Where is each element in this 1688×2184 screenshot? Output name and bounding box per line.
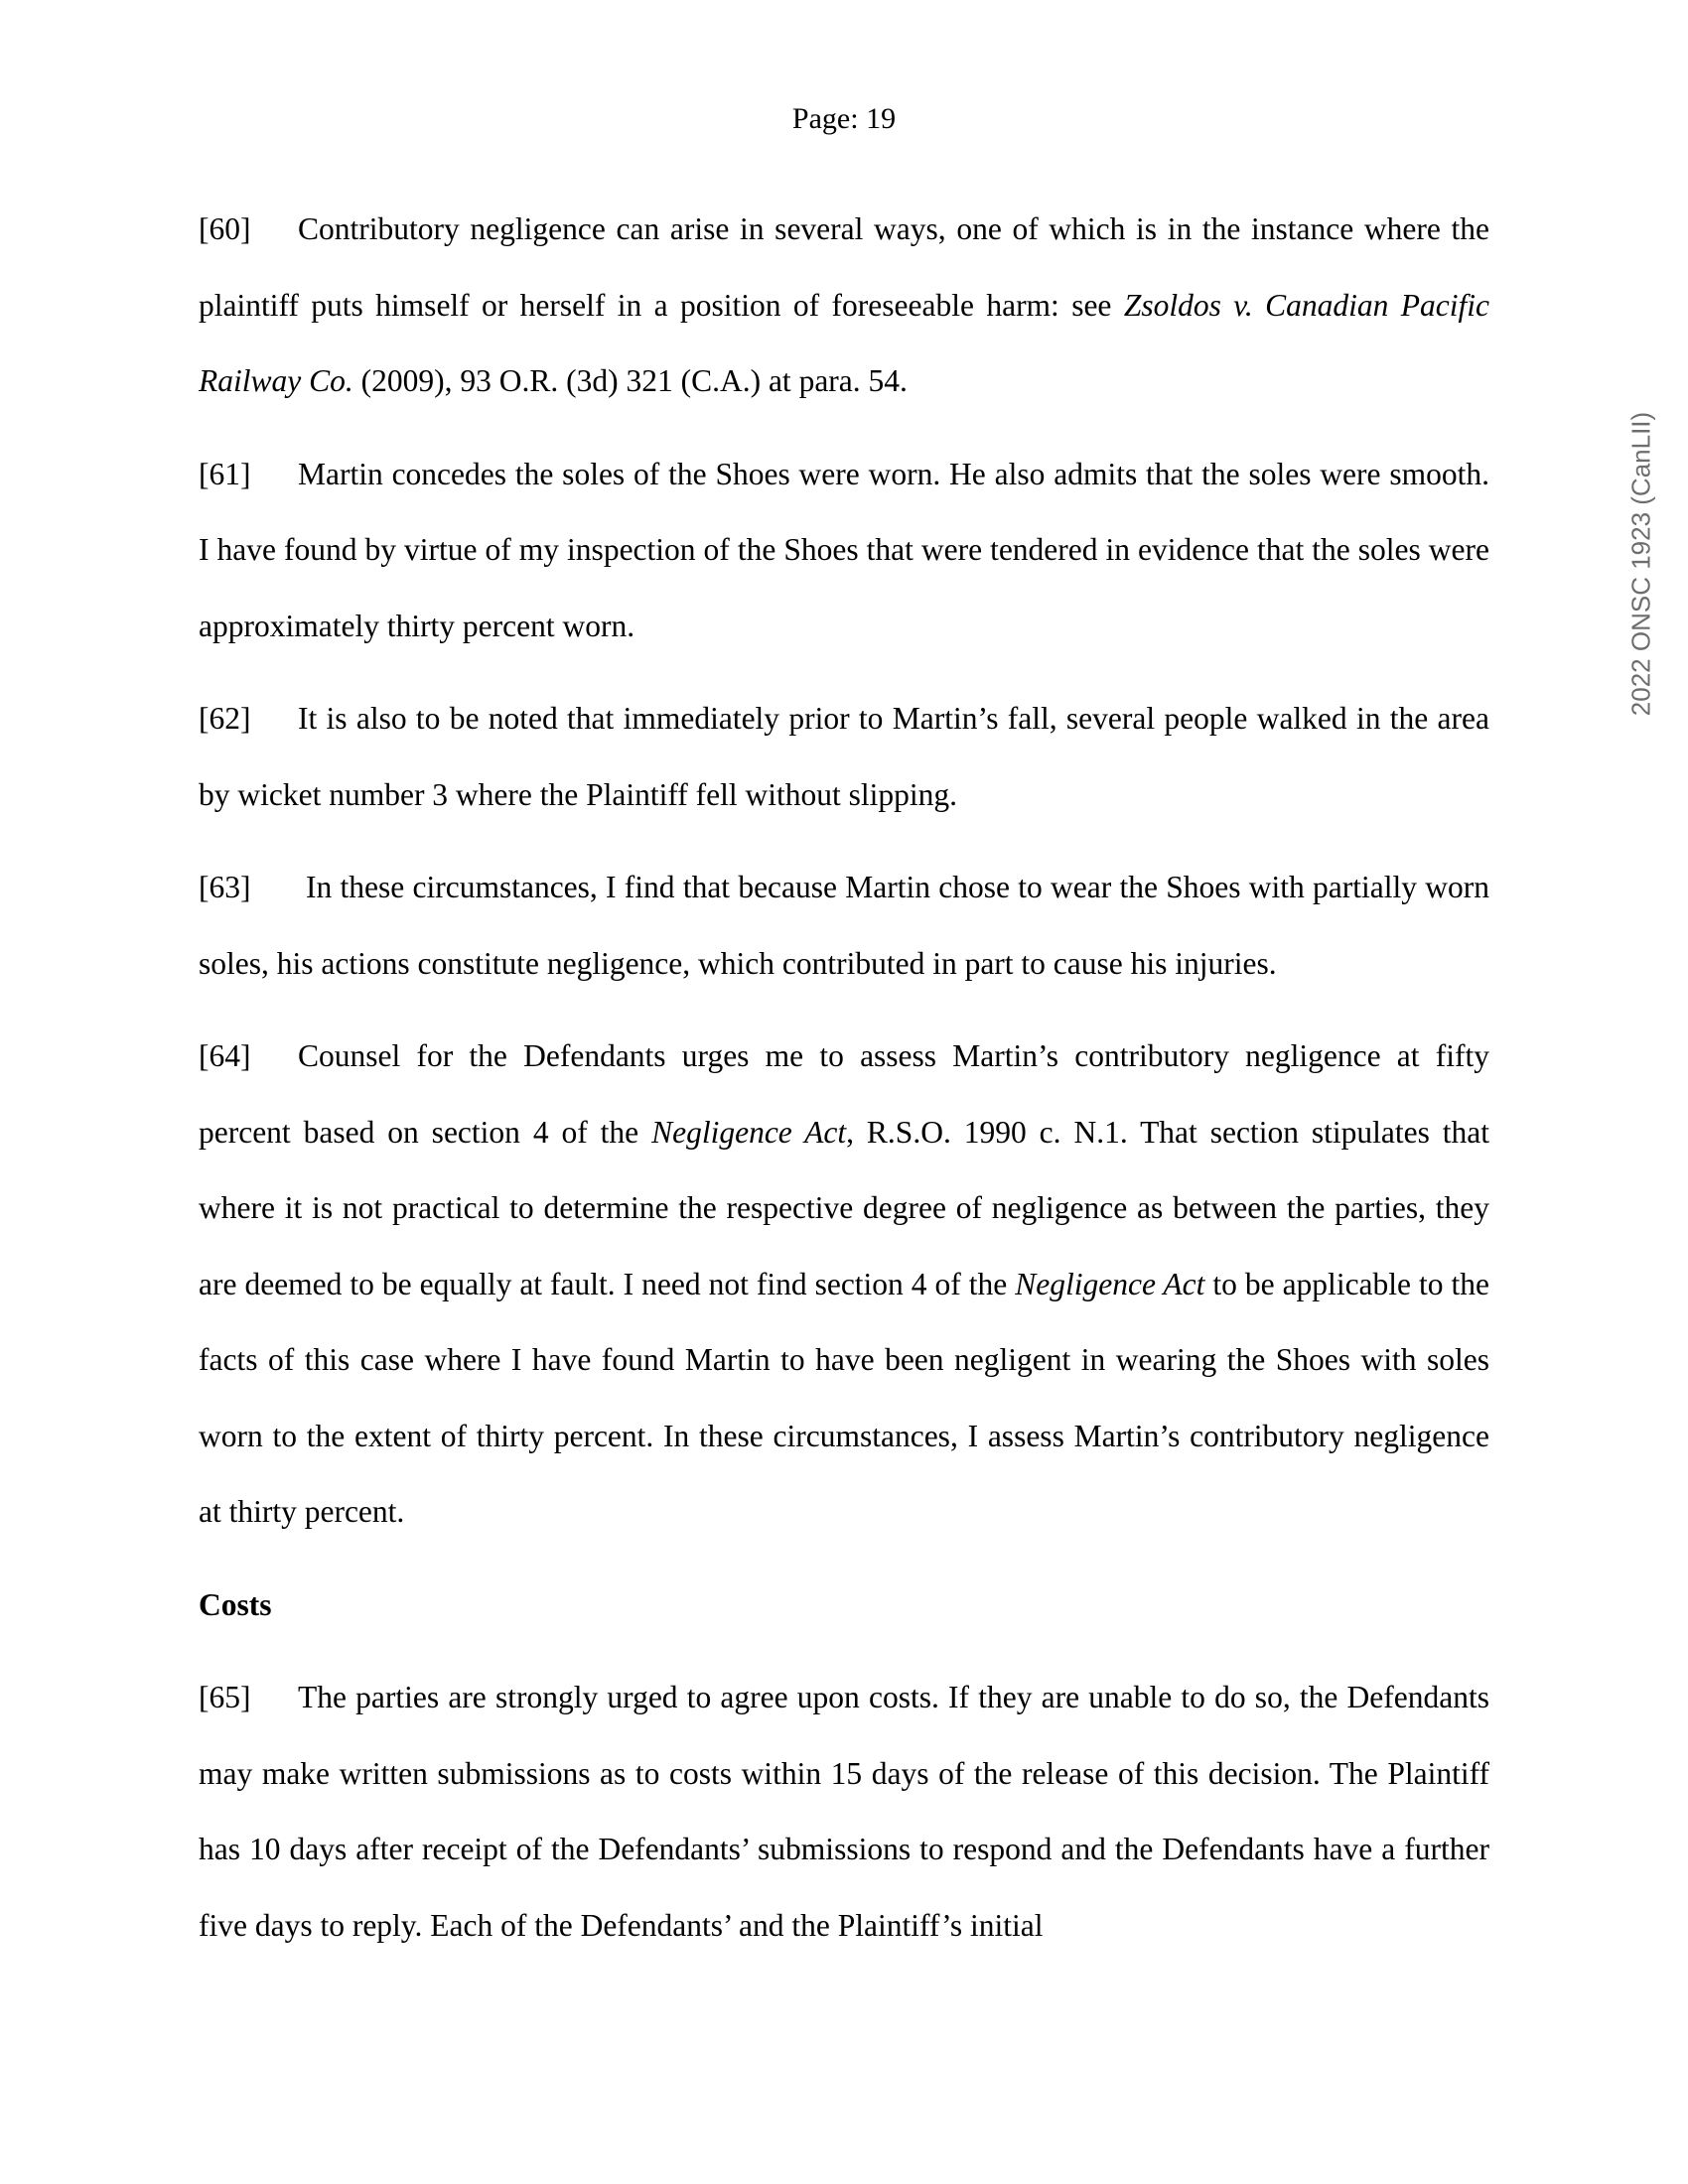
paragraph-text: Counsel for the Defendants urges me to assess Martin’s contributory negligence at fifty percent based on section 4 of the [199, 1038, 1489, 1150]
page-number-header: Page: 19 [791, 102, 897, 135]
judgment-body [199, 192, 1489, 1980]
paragraph-text: Martin concedes the soles of the Shoes were worn. He also admits that the soles were smooth. I have found by virtue of my inspection of the Shoes that were tendered in evidence that the soles were approximately thirty percent worn. [199, 456, 1489, 643]
statute-name: Negligence Act [651, 1114, 847, 1150]
statute-name: Negligence Act [1015, 1266, 1205, 1301]
paragraph-text: (2009), 93 O.R. (3d) 321 (C.A.) at para. 54. [352, 363, 908, 398]
paragraph-number: [63] [199, 870, 251, 904]
paragraph-63 [199, 850, 1489, 1002]
paragraph-number: [61] [199, 456, 251, 491]
paragraph-number: [65] [199, 1680, 251, 1714]
paragraph-62 [199, 681, 1489, 833]
paragraph-text: to be applicable to the facts of this case where I have found Martin to have been negligent in wearing the Shoes with soles worn to the extent of thirty percent. In these circumstances, I assess Martin’s contributory negligence at thirty percent. [199, 1266, 1489, 1529]
paragraph-number: [62] [199, 701, 251, 736]
paragraph-text: , R.S.O. 1990 c. N.1. That section stipulates that where it is not practical to determine the respective degree of negligence as between the parties, they are deemed to be equally at fault. I need not find section 4 of the [199, 1114, 1490, 1301]
paragraph-65 [199, 1660, 1489, 1964]
case-citation-name: Zsoldos v. Canadian Pacific Railway Co. [199, 287, 1489, 398]
paragraph-text: Contributory negligence can arise in several ways, one of which is in the instance where the plaintiff puts himself or herself in a position of foreseeable harm: see [199, 211, 1489, 323]
paragraph-text: In these circumstances, I find that because Martin chose to wear the Shoes with partially worn soles, his actions constitute negligence, which contributed in part to cause his injuries. [199, 870, 1489, 981]
paragraph-text: It is also to be noted that immediately prior to Martin’s fall, several people walked in the area by wicket number 3 where the Plaintiff fell without slipping. [199, 701, 1489, 812]
paragraph-64 [199, 1019, 1489, 1551]
paragraph-60 [199, 192, 1489, 420]
paragraph-number: [64] [199, 1038, 251, 1073]
paragraph-text: The parties are strongly urged to agree upon costs. If they are unable to do so, the Defendants may make written submissions as to costs within 15 days of the release of this decision. The Plaintiff has 10 days after receipt of the Defendants’ submissions to respond and the Defendants have a further five days to reply. Each of the Defendants’ and the Plaintiff’s initial [199, 1680, 1489, 1943]
canlii-citation-watermark [1621, 400, 1661, 728]
costs-heading: Costs [199, 1586, 272, 1622]
paragraph-number: [60] [199, 211, 251, 246]
citation-watermark-text: 2022 ONSC 1923 (CanLII) [1625, 411, 1656, 717]
paragraph-61 [199, 437, 1489, 665]
